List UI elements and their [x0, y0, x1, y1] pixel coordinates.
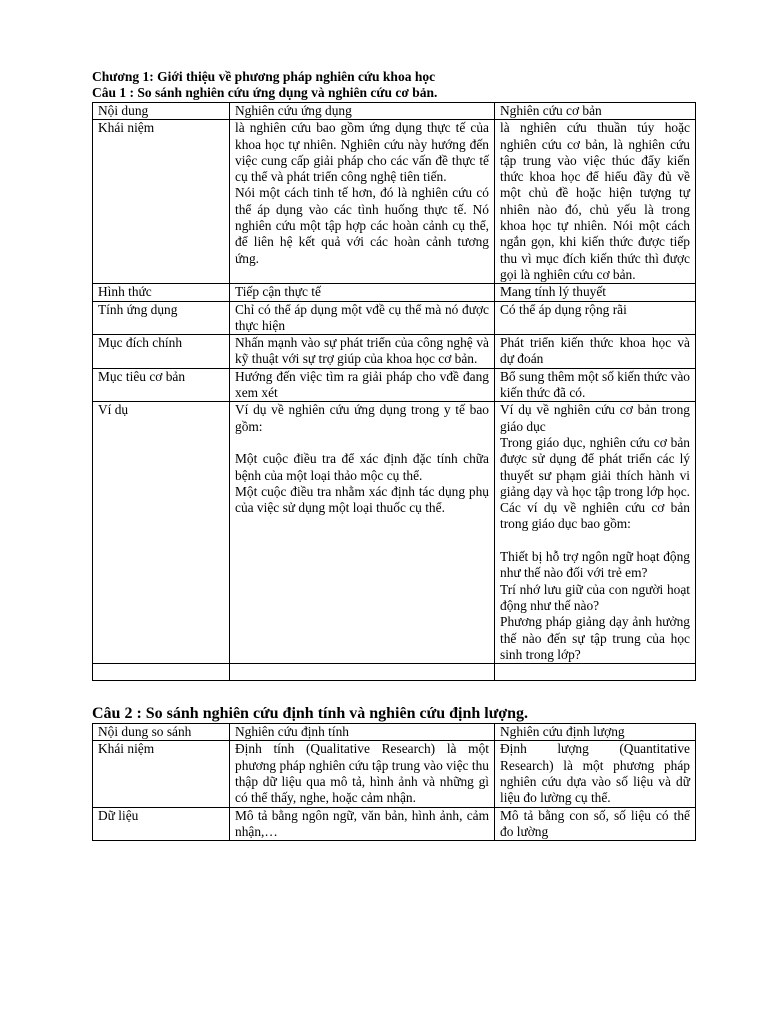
- table-row: [93, 335, 696, 369]
- applied-cell: Hướng đến việc tìm ra giải pháp cho vđề đang xem xét: [230, 368, 495, 402]
- header-cell: Nghiên cứu cơ bản: [495, 103, 696, 120]
- header-cell: Nghiên cứu ứng dụng: [230, 103, 495, 120]
- basic-cell: là nghiên cứu thuần túy hoặc nghiên cứu cơ bản, là nghiên cứu tập trung vào việc thúc đẩy kiến thức khoa học để hiểu đầy đủ về một chủ đề hoặc hiện tượng tự nhiên nào đó, chủ yếu là trong khoa học tự nhiên. Nói một cách ngắn gọn, khi kiến thức được tiếp thu vì mục đích kiến thức thì được gọi là nghiên cứu cơ bản.: [495, 120, 696, 284]
- row-label: Ví dụ: [93, 402, 230, 664]
- paragraph: là nghiên cứu bao gồm ứng dụng thực tế của khoa học tự nhiên. Nghiên cứu này hướng đến việc cung cấp giải pháp cho các vấn đề thực tế cụ thể và phát triển công nghệ tiên tiến.: [235, 120, 489, 185]
- empty-cell: [495, 664, 696, 681]
- applied-cell: [230, 120, 495, 284]
- table-header-row: [93, 724, 696, 741]
- comparison-table-qualitative-quantitative: [92, 723, 696, 841]
- paragraph: Thiết bị hỗ trợ ngôn ngữ hoạt động như thế nào đối với trẻ em?: [500, 549, 690, 581]
- paragraph: Một cuộc điều tra nhằm xác định tác dụng phụ của việc sử dụng một loại thuốc cụ thể.: [235, 483, 489, 516]
- applied-cell: Tiếp cận thực tế: [230, 284, 495, 301]
- quantitative-cell: Định lượng (Quantitative Research) là một phương pháp nghiên cứu dựa vào số liệu và dữ liệu đo lường cụ thể.: [495, 741, 696, 807]
- table-row: [93, 368, 696, 402]
- document-page: [92, 69, 694, 841]
- table-row: [93, 284, 696, 301]
- blank-line: [500, 533, 690, 549]
- basic-cell: Bổ sung thêm một số kiến thức vào kiến thức đã có.: [495, 368, 696, 402]
- applied-cell: Chỉ có thể áp dụng một vđề cụ thể mà nó được thực hiện: [230, 301, 495, 335]
- table-row: [93, 741, 696, 807]
- paragraph: Trí nhớ lưu giữ của con người hoạt động như thế nào?: [500, 581, 690, 613]
- row-label: Tính ứng dụng: [93, 301, 230, 335]
- applied-cell: Nhấn mạnh vào sự phát triển của công nghệ và kỹ thuật với sự trợ giúp của khoa học cơ bản.: [230, 335, 495, 369]
- question-1-title: Câu 1 : So sánh nghiên cứu ứng dụng và nghiên cứu cơ bản.: [92, 85, 438, 100]
- basic-cell: Phát triển kiến thức khoa học và dự đoán: [495, 335, 696, 369]
- row-label: Khái niệm: [93, 120, 230, 284]
- qualitative-cell: Mô tả bằng ngôn ngữ, văn bản, hình ảnh, cảm nhận,…: [230, 807, 495, 841]
- empty-cell: [230, 664, 495, 681]
- quantitative-cell: Mô tả bằng con số, số liệu có thể đo lường: [495, 807, 696, 841]
- header-cell: Nội dung: [93, 103, 230, 120]
- paragraph: Ví dụ về nghiên cứu ứng dụng trong y tế bao gồm:: [235, 402, 489, 434]
- empty-row: [93, 664, 696, 681]
- table-row: [93, 120, 696, 284]
- header-cell: Nghiên cứu định lượng: [495, 724, 696, 741]
- paragraph: Trong giáo dục, nghiên cứu cơ bản được sử dụng để phát triển các lý thuyết sư phạm giải thích hành vi giảng dạy và học tập trong lớp học. Các ví dụ về nghiên cứu cơ bản trong giáo dục bao gồm:: [500, 434, 690, 532]
- applied-cell: [230, 402, 495, 664]
- basic-cell: Có thể áp dụng rộng rãi: [495, 301, 696, 335]
- chapter-title: Chương 1: Giới thiệu về phương pháp nghiên cứu khoa học: [92, 69, 436, 84]
- row-label: Khái niệm: [93, 741, 230, 807]
- header-cell: Nội dung so sánh: [93, 724, 230, 741]
- row-label: Mục đích chính: [93, 335, 230, 369]
- row-label: Dữ liệu: [93, 807, 230, 841]
- paragraph: Phương pháp giảng dạy ảnh hưởng thế nào đến sự tập trung của học sinh trong lớp?: [500, 614, 690, 662]
- table-row: [93, 807, 696, 841]
- basic-cell: Mang tính lý thuyết: [495, 284, 696, 301]
- row-label: Mục tiêu cơ bản: [93, 368, 230, 402]
- blank-line: [235, 435, 489, 451]
- paragraph: Ví dụ về nghiên cứu cơ bản trong giáo dục: [500, 402, 690, 434]
- header-cell: Nghiên cứu định tính: [230, 724, 495, 741]
- table-row: [93, 301, 696, 335]
- table-row: [93, 402, 696, 664]
- table-header-row: [93, 103, 696, 120]
- comparison-table-applied-basic: [92, 102, 696, 681]
- basic-cell: [495, 402, 696, 664]
- qualitative-cell: Định tính (Qualitative Research) là một phương pháp nghiên cứu tập trung vào việc thu thập dữ liệu qua mô tả, hình ảnh và những gì có thể thấy, nghe, hoặc cảm nhận.: [230, 741, 495, 807]
- paragraph: Nói một cách tinh tế hơn, đó là nghiên cứu có thể áp dụng vào các tình huống thực tế. Nó nghiên cứu một tập hợp các hoàn cảnh cụ thể, để liên hệ kết quả với các hoàn cảnh tương ứng.: [235, 185, 489, 266]
- empty-cell: [93, 664, 230, 681]
- paragraph: Một cuộc điều tra để xác định đặc tính chữa bệnh của một loại thảo mộc cụ thể.: [235, 451, 489, 483]
- row-label: Hình thức: [93, 284, 230, 301]
- question-2-title: Câu 2 : So sánh nghiên cứu định tính và nghiên cứu định lượng.: [92, 705, 529, 723]
